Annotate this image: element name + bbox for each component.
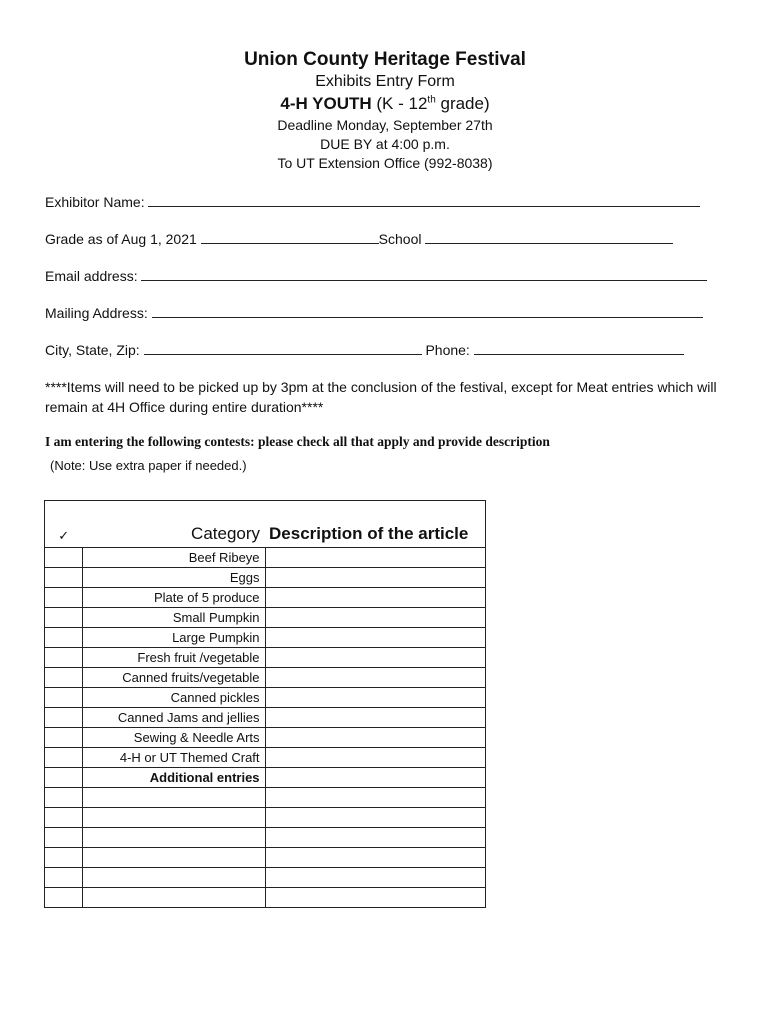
table-row <box>45 608 486 628</box>
entry-checkbox-cell[interactable] <box>45 788 83 808</box>
description-cell[interactable] <box>265 588 485 608</box>
description-cell[interactable] <box>265 848 485 868</box>
entry-checkbox-cell[interactable] <box>45 568 83 588</box>
deadline-text: Deadline Monday, September 27th <box>277 117 493 133</box>
contests-note: (Note: Use extra paper if needed.) <box>50 458 247 473</box>
description-cell[interactable] <box>265 568 485 588</box>
entry-checkbox-cell[interactable] <box>45 648 83 668</box>
pickup-notice: ****Items will need to be picked up by 3pm at the conclusion of the festival, except for Meat entries which will remain at 4H Office during entire duration**** <box>45 379 717 415</box>
description-cell[interactable] <box>265 788 485 808</box>
exhibitor-name-field[interactable] <box>148 194 700 207</box>
youth-label: 4-H YOUTH <box>280 94 372 113</box>
description-cell[interactable] <box>265 608 485 628</box>
grade-school-row <box>45 231 673 247</box>
description-cell[interactable] <box>265 748 485 768</box>
table-row <box>45 648 486 668</box>
city-phone-row <box>45 342 684 358</box>
table-row <box>45 828 486 848</box>
table-row <box>45 808 486 828</box>
category-cell: Beef Ribeye <box>82 548 265 568</box>
description-cell[interactable] <box>265 868 485 888</box>
description-cell[interactable] <box>265 808 485 828</box>
city-field[interactable] <box>144 342 422 355</box>
check-header: ✓ <box>45 501 83 548</box>
description-cell[interactable] <box>265 888 485 908</box>
description-header: Description of the article <box>265 501 485 548</box>
entry-checkbox-cell[interactable] <box>45 668 83 688</box>
description-cell[interactable] <box>265 708 485 728</box>
entry-checkbox-cell[interactable] <box>45 708 83 728</box>
category-cell[interactable] <box>82 808 265 828</box>
category-cell: Large Pumpkin <box>82 628 265 648</box>
description-cell[interactable] <box>265 728 485 748</box>
description-cell[interactable] <box>265 648 485 668</box>
mailing-row <box>45 305 703 321</box>
entry-checkbox-cell[interactable] <box>45 608 83 628</box>
category-cell: Additional entries <box>82 768 265 788</box>
category-cell: Canned Jams and jellies <box>82 708 265 728</box>
city-label: City, State, Zip: <box>45 342 140 358</box>
entry-checkbox-cell[interactable] <box>45 728 83 748</box>
exhibitor-name-row <box>45 194 700 210</box>
entry-checkbox-cell[interactable] <box>45 808 83 828</box>
school-field[interactable] <box>425 231 673 244</box>
email-field[interactable] <box>141 268 707 281</box>
table-row <box>45 668 486 688</box>
entry-checkbox-cell[interactable] <box>45 848 83 868</box>
description-cell[interactable] <box>265 688 485 708</box>
table-row <box>45 688 486 708</box>
table-header-row <box>45 501 486 548</box>
entry-checkbox-cell[interactable] <box>45 588 83 608</box>
category-cell: Canned fruits/vegetable <box>82 668 265 688</box>
description-cell[interactable] <box>265 668 485 688</box>
description-cell[interactable] <box>265 828 485 848</box>
table-row <box>45 848 486 868</box>
category-cell[interactable] <box>82 868 265 888</box>
category-cell: Plate of 5 produce <box>82 588 265 608</box>
category-header: Category <box>82 501 265 548</box>
table-row <box>45 568 486 588</box>
youth-grade-a: (K - 12 <box>371 94 428 113</box>
email-label: Email address: <box>45 268 138 284</box>
table-row <box>45 748 486 768</box>
entry-checkbox-cell[interactable] <box>45 768 83 788</box>
mailing-label: Mailing Address: <box>45 305 148 321</box>
form-title: Union County Heritage Festival <box>244 49 526 70</box>
entries-table <box>44 500 486 908</box>
email-row <box>45 268 707 284</box>
description-cell[interactable] <box>265 628 485 648</box>
grade-field[interactable] <box>201 231 379 244</box>
category-cell: Eggs <box>82 568 265 588</box>
phone-label: Phone: <box>425 342 470 358</box>
grade-label: Grade as of Aug 1, 2021 <box>45 231 197 247</box>
category-cell: Sewing & Needle Arts <box>82 728 265 748</box>
youth-grade-b: grade) <box>435 94 490 113</box>
table-row <box>45 728 486 748</box>
table-row <box>45 768 486 788</box>
category-cell: Canned pickles <box>82 688 265 708</box>
category-cell[interactable] <box>82 888 265 908</box>
category-cell[interactable] <box>82 848 265 868</box>
entry-checkbox-cell[interactable] <box>45 868 83 888</box>
table-row <box>45 548 486 568</box>
table-row <box>45 708 486 728</box>
description-cell[interactable] <box>265 768 485 788</box>
mailing-field[interactable] <box>152 305 703 318</box>
category-cell: 4-H or UT Themed Craft <box>82 748 265 768</box>
table-row <box>45 788 486 808</box>
table-row <box>45 888 486 908</box>
category-cell[interactable] <box>82 828 265 848</box>
table-row <box>45 868 486 888</box>
table-row <box>45 588 486 608</box>
phone-field[interactable] <box>474 342 684 355</box>
entry-checkbox-cell[interactable] <box>45 828 83 848</box>
entry-checkbox-cell[interactable] <box>45 688 83 708</box>
office-text: To UT Extension Office (992-8038) <box>277 155 493 171</box>
exhibitor-name-label: Exhibitor Name: <box>45 194 145 210</box>
category-cell: Fresh fruit /vegetable <box>82 648 265 668</box>
entry-checkbox-cell[interactable] <box>45 548 83 568</box>
due-text: DUE BY at 4:00 p.m. <box>320 136 450 152</box>
youth-grade-sup: th <box>427 94 436 106</box>
table-row <box>45 628 486 648</box>
category-cell: Small Pumpkin <box>82 608 265 628</box>
form-subtitle: Exhibits Entry Form <box>315 73 455 90</box>
youth-line <box>0 94 770 114</box>
entry-checkbox-cell[interactable] <box>45 628 83 648</box>
entry-checkbox-cell[interactable] <box>45 888 83 908</box>
category-cell[interactable] <box>82 788 265 808</box>
contests-heading: I am entering the following contests: please check all that apply and provide description <box>45 434 550 449</box>
entry-checkbox-cell[interactable] <box>45 748 83 768</box>
school-label: School <box>378 231 422 247</box>
description-cell[interactable] <box>265 548 485 568</box>
